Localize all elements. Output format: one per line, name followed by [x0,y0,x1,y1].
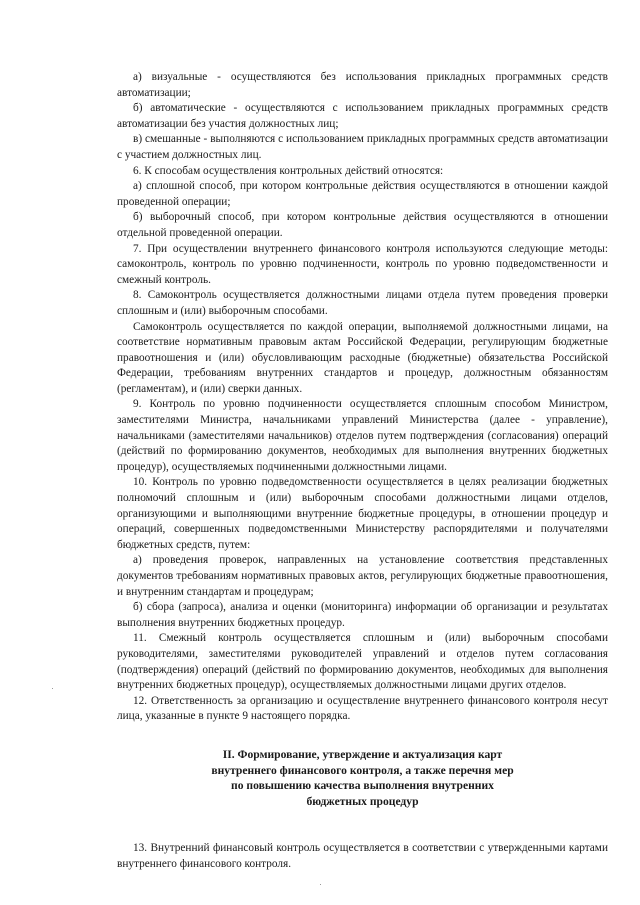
section-heading-line-2: внутреннего финансового контроля, а также перечня мер [211,763,514,777]
paragraph-13: 13. Внутренний финансовый контроль осуществляется в соответствии с утвержденными картами внутреннего финансового контроля. [117,842,608,870]
paragraph-6: 6. К способам осуществления контрольных действий относятся: [133,164,444,177]
spacer [117,809,608,841]
section-heading [117,747,608,809]
paragraph-5c: в) смешанные - выполняются с использованием прикладных программных средств автоматизации с участием должностных лиц. [117,133,608,161]
paragraph-5a: а) визуальные - осуществляются без использования прикладных программных средств автоматизации; [117,71,608,99]
scan-speck [52,688,53,689]
paragraph-7: 7. При осуществлении внутреннего финансового контроля используются следующие методы: самоконтроль, контроль по уровню подчиненности, контроль по уровню подведомственности и смежный контроль. [117,242,608,286]
body-text-top [117,70,608,725]
paragraph-12: 12. Ответственность за организацию и осуществление внутреннего финансового контроля несут лица, указанные в пункте 9 настоящего порядка. [117,694,608,723]
paragraph-11: 11. Смежный контроль осуществляется сплошным и (или) выборочным способами руководителями, заместителями руководителей управлений и отделов путем согласования (подтверждения) операций (действий по формированию документов, необходимых для выполнения внутренних бюджетных процедур), осуществляемых должностными лицами других отделов. [117,632,608,692]
paragraph-10: 10. Контроль по уровню подведомственности осуществляется в целях реализации бюджетных полномочий сплошным и (или) выборочным способами должностными лицами отделов, организующими и выполняющими внутренние бюджетные процедуры, в отношении процедур и операций, совершенных подведомственными Министерству распорядителями и получателями бюджетных средств, путем: [117,476,608,551]
body-text-bottom [117,841,608,872]
paragraph-10a: а) проведения проверок, направленных на установление соответствия представленных документов требованиям нормативных правовых актов, регулирующих бюджетные правоотношения, и внутренним стандартам и процедурам; [117,554,608,598]
paragraph-10b: б) сбора (запроса), анализа и оценки (мониторинга) информации об организации и результатах выполнения внутренних бюджетных процедур. [117,601,608,629]
paragraph-9: 9. Контроль по уровню подчиненности осуществляется сплошным способом Министром, заместителями Министра, начальниками управлений Министерства (далее - управление), начальниками (заместителями начальников) отделов путем подтверждения (согласования) операций (действий по формированию документов, необходимых для выполнения внутренних бюджетных процедур), осуществляемых подчиненными должностными лицами. [117,398,608,473]
section-heading-line-1: II. Формирование, утверждение и актуализация карт [222,747,503,761]
section-heading-line-4: бюджетных процедур [306,794,419,808]
paragraph-6a: а) сплошной способ, при котором контрольные действия осуществляются в отношении каждой проведенной операции; [117,180,608,208]
paragraph-8: 8. Самоконтроль осуществляется должностными лицами отдела путем проведения проверки сплошным и (или) выборочным способами. [117,289,608,317]
scan-speck [320,884,321,885]
paragraph-8-cont: Самоконтроль осуществляется по каждой операции, выполняемой должностными лицами, на соответствие нормативным правовым актам Российской Федерации, регулирующим бюджетные правоотношения и (или) обусловливающим расходные (бюджетные) обязательства Российской Федерации, требованиям внутренних стандартов и процедур, должностным обязанностям (регламентам), и (или) сверки данных. [117,320,608,395]
paragraph-6b: б) выборочный способ, при котором контрольные действия осуществляются в отношении отдельной проведенной операции. [117,211,608,239]
paragraph-5b: б) автоматические - осуществляются с использованием прикладных программных средств автоматизации без участия должностных лиц; [117,102,608,130]
section-heading-line-3: по повышению качества выполнения внутренних [231,779,494,793]
